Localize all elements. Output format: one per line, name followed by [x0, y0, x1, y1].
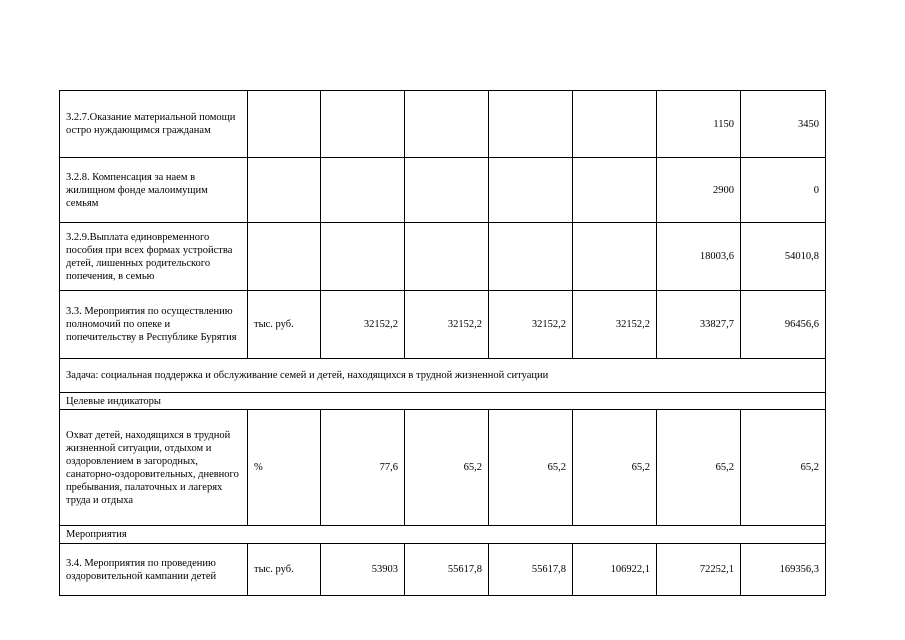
row-name: Охват детей, находящихся в трудной жизненной ситуации, отдыхом и оздоровлением в загородных, санаторно-оздоровительных, дневного пребывания, палаточных и лагерях труда и отдыха — [60, 410, 248, 526]
value-cell: 32152,2 — [489, 291, 573, 359]
value-cell: 55617,8 — [489, 544, 573, 596]
value-cell: 169356,3 — [741, 544, 826, 596]
row-unit — [248, 91, 321, 158]
indicators-label: Целевые индикаторы — [60, 393, 826, 410]
value-cell: 53903 — [321, 544, 405, 596]
value-cell — [321, 158, 405, 223]
value-cell: 65,2 — [657, 410, 741, 526]
row-name: 3.2.7.Оказание материальной помощи остро нуждающимся гражданам — [60, 91, 248, 158]
value-cell — [321, 223, 405, 291]
value-cell — [573, 223, 657, 291]
value-cell: 72252,1 — [657, 544, 741, 596]
value-cell: 96456,6 — [741, 291, 826, 359]
section-row-task — [60, 359, 826, 393]
value-cell: 65,2 — [741, 410, 826, 526]
value-cell: 32152,2 — [405, 291, 489, 359]
value-cell — [405, 223, 489, 291]
row-name: 3.2.9.Выплата единовременного пособия при всех формах устройства детей, лишенных родительского попечения, в семью — [60, 223, 248, 291]
value-cell: 55617,8 — [405, 544, 489, 596]
value-cell: 65,2 — [489, 410, 573, 526]
value-cell: 32152,2 — [321, 291, 405, 359]
value-cell — [489, 158, 573, 223]
value-cell: 18003,6 — [657, 223, 741, 291]
value-cell — [573, 158, 657, 223]
value-cell — [489, 223, 573, 291]
value-cell: 33827,7 — [657, 291, 741, 359]
value-cell: 54010,8 — [741, 223, 826, 291]
value-cell — [321, 91, 405, 158]
value-cell — [405, 158, 489, 223]
table-row — [60, 544, 826, 596]
table-row — [60, 410, 826, 526]
value-cell: 77,6 — [321, 410, 405, 526]
row-unit — [248, 158, 321, 223]
table-row — [60, 223, 826, 291]
row-name: 3.4. Мероприятия по проведению оздоровительной кампании детей — [60, 544, 248, 596]
value-cell — [405, 91, 489, 158]
value-cell: 0 — [741, 158, 826, 223]
row-unit: тыс. руб. — [248, 544, 321, 596]
row-unit — [248, 223, 321, 291]
value-cell: 2900 — [657, 158, 741, 223]
task-label: Задача: социальная поддержка и обслуживание семей и детей, находящихся в трудной жизненной ситуации — [60, 359, 826, 393]
section-row-indicators — [60, 393, 826, 410]
section-row-activities — [60, 526, 826, 544]
row-unit: % — [248, 410, 321, 526]
value-cell — [573, 91, 657, 158]
table-row — [60, 158, 826, 223]
value-cell: 3450 — [741, 91, 826, 158]
program-table — [59, 90, 826, 596]
value-cell: 1150 — [657, 91, 741, 158]
value-cell: 65,2 — [573, 410, 657, 526]
value-cell: 65,2 — [405, 410, 489, 526]
value-cell — [489, 91, 573, 158]
table-row — [60, 291, 826, 359]
row-name: 3.3. Мероприятия по осуществлению полномочий по опеке и попечительству в Республике Бурятия — [60, 291, 248, 359]
value-cell: 32152,2 — [573, 291, 657, 359]
row-name: 3.2.8. Компенсация за наем в жилищном фонде малоимущим семьям — [60, 158, 248, 223]
row-unit: тыс. руб. — [248, 291, 321, 359]
value-cell: 106922,1 — [573, 544, 657, 596]
activities-label: Мероприятия — [60, 526, 826, 544]
table-row — [60, 91, 826, 158]
